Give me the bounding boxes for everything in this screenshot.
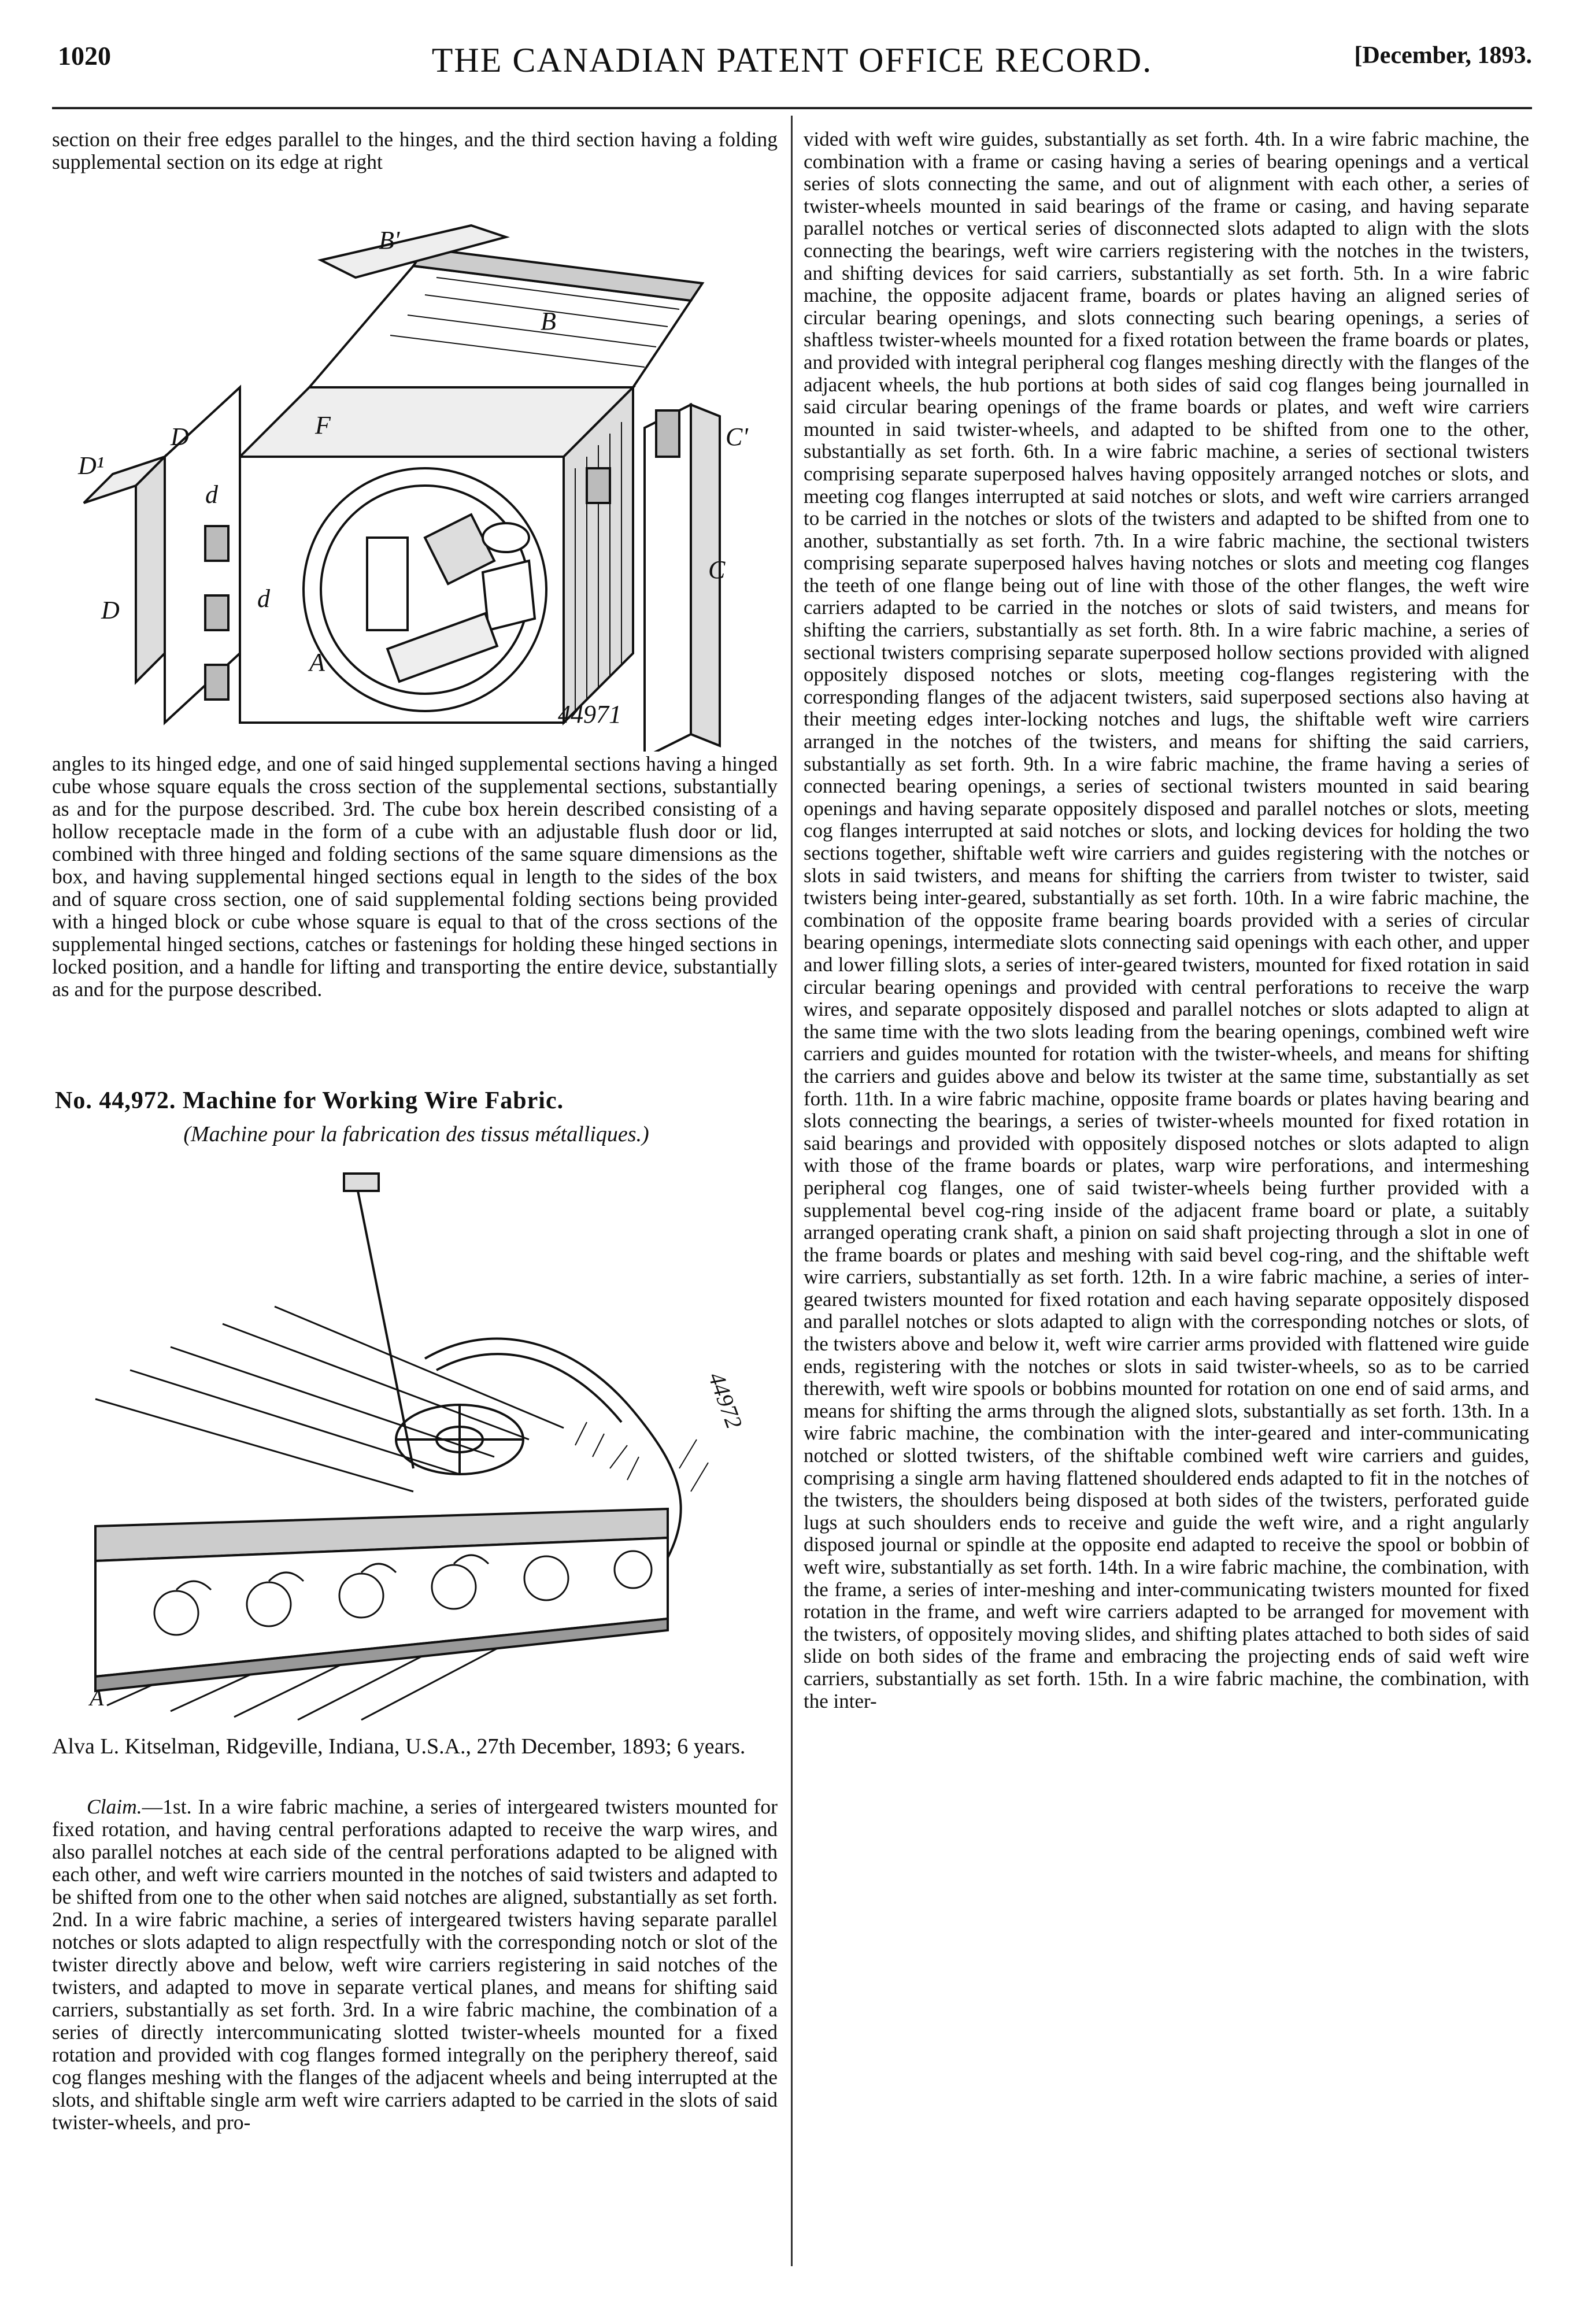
figure-label: A: [90, 1685, 104, 1711]
figure-wire-machine: [55, 1168, 778, 1729]
patent-heading: No. 44,972. Machine for Working Wire Fabric.: [55, 1087, 564, 1114]
figure-label: D¹: [78, 452, 104, 480]
page-number: 1020: [58, 41, 111, 71]
claim-paragraph: [52, 1796, 778, 2134]
figure-label: F: [315, 411, 331, 439]
paragraph: angles to its hinged edge, and one of said hinged supplemental sections having a hinged cube whose square equals the cross section of the supplemental sections, substantially as and for the purpose described. 3rd. The cube box herein described consisting of a hollow receptacle made in the form of a cube with an adjustable flush door or lid, combined with three hinged and folding sections of the same square dimensions as the box, and having supplemental hinged sections equal in length to the sides of the box and of square cross section, one of said supplemental folding sections being provided with a hinged block or cube whose square is equal to that of the cross sections of the supplemental hinged sections, catches or fastenings for holding these hinged sections in locked position, and a handle for lifting and transporting the entire device, substantially as and for the purpose described.: [52, 753, 778, 1001]
figure-label: d: [205, 480, 218, 509]
figure-label: d: [257, 584, 270, 613]
figure-label: C: [708, 556, 726, 584]
left-column-claim: [52, 1796, 778, 2270]
claim-text: —1st. In a wire fabric machine, a series of intergeared twisters mounted for fixed rotation, and having central perforations adapted to receive the warp wires, and also parallel notches at each side of the central perforations adapted to be aligned with each other, and weft wire carriers mounted in the notches of said twisters and adapted to be shifted from one to the other when said notches are aligned, substantially as set forth. 2nd. In a wire fabric machine, a series of intergeared twisters having separate parallel notches or slots adapted to align respectfully with the corresponding notch or slot of the twister directly above and below, weft wire carriers registering in said notches of the twisters, and adapted to move in separate vertical planes, and means for shifting said carriers, substantially as set forth. 3rd. In a wire fabric machine, the combination of a series of directly intercommunicating slotted twister-wheels mounted for a fixed rotation and provided with cog flanges formed integrally on the periphery thereof, said cog flanges meshing with the flanges of the adjacent wheels and being interrupted at the slots, and shiftable single arm weft wire carriers adapted to be carried in the slots of said twister-wheels, and pro-: [52, 1796, 778, 2134]
left-column-top-text: [52, 128, 778, 215]
patent-subtitle: (Machine pour la fabrication des tissus métalliques.): [183, 1122, 649, 1146]
column-divider: [791, 116, 793, 2266]
paragraph: section on their free edges parallel to the hinges, and the third section having a folding supplemental section on its edge at right: [52, 128, 778, 173]
figure-label: B: [541, 307, 556, 335]
figure-cube-box: [66, 214, 778, 752]
figure-label: B': [379, 226, 400, 254]
issue-date: [December, 1893.: [1354, 42, 1532, 69]
left-column-mid-text: [52, 753, 778, 1076]
paragraph: vided with weft wire guides, substantially as set forth. 4th. In a wire fabric machine, the combination with a frame or casing having a series of bearing openings and a vertical series of slots connecting the same, and out of alignment with each other, a series of twister-wheels mounted in said bearings of the frame or casing, and having separate parallel notches or vertical series of disconnected slots adapted to align with the slots connecting the bearings, weft wire carriers registering with the notches in the twisters, and shifting devices for said carriers, substantially as set forth. 5th. In a wire fabric machine, the opposite adjacent frame, boards or plates having an aligned series of circular bearing openings, and slots connecting such bearing openings, a series of shaftless twister-wheels mounted for a fixed rotation between the frame boards or plates, and provided with integral peripheral cog flanges meshing directly with the flanges of the adjacent wheels, the hub portions at both sides of said cog flanges being journalled in said circular bearing openings of the frame boards or plates, and weft wire carriers mounted in said twister-wheels, and adapted to be shifted from one to the other, substantially as set forth. 6th. In a wire fabric machine, a series of sectional twisters comprising separate superposed halves having oppositely arranged notches or slots, and meeting cog flanges interrupted at said notches or slots, and weft wire carriers arranged to be carried in the notches or slots of the twisters and adapted to be shifted from one to another, substantially as set forth. 7th. In a wire fabric machine, the sectional twisters comprising separate superposed halves having notches or slots and meeting cog flanges the teeth of one flange being out of line with those of the other flanges, the weft wire carriers adapted to be carried in the notches or slots of said twisters, and means for shifting the carriers, substantially as set forth. 8th. In a wire fabric machine, a series of sectional twisters comprising separate superposed hollow sections provided with aligned oppositely disposed notches or slots, meeting cog-flanges registering with the corresponding flanges of the adjacent twisters, said superposed sections also having at their meeting edges inter-locking notches and lugs, the shiftable weft wire carriers arranged in the notches of the twisters, and means for shifting the said carriers, substantially as set forth. 9th. In a wire fabric machine, the frame having a series of connected bearing openings, a series of sectional twisters mounted in said bearing openings and having separate oppositely disposed and parallel notches or slots, meeting cog flanges interrupted at said notches or slots, and locking devices for holding the two sections together, shiftable weft wire carriers and guides registering with the notches or slots in said twisters, and means for shifting the carriers from twister to twister, said twisters being inter-geared, substantially as set forth. 10th. In a wire fabric machine, the combination of the opposite frame bearing boards provided with a series of circular bearing openings, intermediate slots connecting said openings with each other, and upper and lower filling slots, a series of inter-geared twisters, mounted for fixed rotation in said circular bearing openings and provided with central perforations to receive the warp wires, and separate oppositely disposed and parallel notches or slots adapted to align at the same time with the two slots leading from the bearing openings, combined weft wire carriers and guides mounted for rotation with the twister-wheels, and means for shifting the carriers and guides above and below its twister at the same time, substantially as set forth. 11th. In a wire fabric machine, opposite frame boards or plates having bearing and slots connecting the bearings, a series of twister-wheels mounted for fixed rotation in said bearings and provided with oppositely disposed notches or slots adapted to align with those of the frame boards or plates, warp wire perforations, and intermeshing peripheral cog flanges, one of said twister-wheels being further provided with a supplemental bevel cog-ring inside of the adjacent frame board or plate, a suitably arranged operating crank shaft, a pinion on said shaft projecting through a slot in one of the frame boards or plates and meshing with said bevel cog-ring, and the shiftable weft wire carriers, substantially as set forth. 12th. In a wire fabric machine, a series of inter-geared twisters mounted for fixed rotation and each having separate oppositely disposed and parallel notches or slots adapted to align with the corresponding notches or slots, of the twisters above and below it, weft wire carrier arms provided with flattened wire guide ends, registering with the notches or slots in said twister-wheels, so as to be carried therewith, weft wire spools or bobbins mounted for rotation on one end of said arms, and means for shifting the arms through the aligned slots, substantially as set forth. 13th. In a wire fabric machine, the combination with the inter-geared and inter-communicating notched or slotted twisters, of the shiftable combined weft wire carriers and guides, comprising a single arm having flattened shouldered ends adapted to fit in the notches of the twisters, the shoulders being disposed at both sides of the twisters, perforated guide lugs at such shoulders ends to receive and guide the weft wire, and a right angularly disposed journal or spindle at the opposite end adapted to receive the spool or bobbin of weft wire, substantially as set forth. 14th. In a wire fabric machine, the combination, with the frame, a series of inter-meshing and inter-communicating twisters mounted for fixed rotation in the frame, and weft wire carriers adapted to be arranged for movement with the twisters, of oppositely moving slides, and shifting plates attached to both sides of said slide on both sides of the frame and embracing the projecting ends of said weft wire carriers, substantially as set forth. 15th. In a wire fabric machine, the combination, with the inter-: [804, 128, 1529, 1712]
figure-number: 44971: [558, 700, 621, 728]
figure-number: 44972: [703, 1368, 748, 1433]
claim-label: Claim.: [87, 1796, 142, 1818]
figure-label: D: [171, 423, 189, 451]
figure-label: A: [309, 648, 325, 676]
right-column-text: [804, 128, 1529, 2270]
journal-title: THE CANADIAN PATENT OFFICE RECORD.: [431, 41, 1153, 79]
header-rule: [52, 107, 1532, 109]
figure-label: C': [726, 423, 748, 451]
page-header: [52, 35, 1532, 79]
figure-label: D: [101, 596, 120, 624]
inventor-line: Alva L. Kitselman, Ridgeville, Indiana, U.S.A., 27th December, 1893; 6 years.: [52, 1734, 746, 1759]
